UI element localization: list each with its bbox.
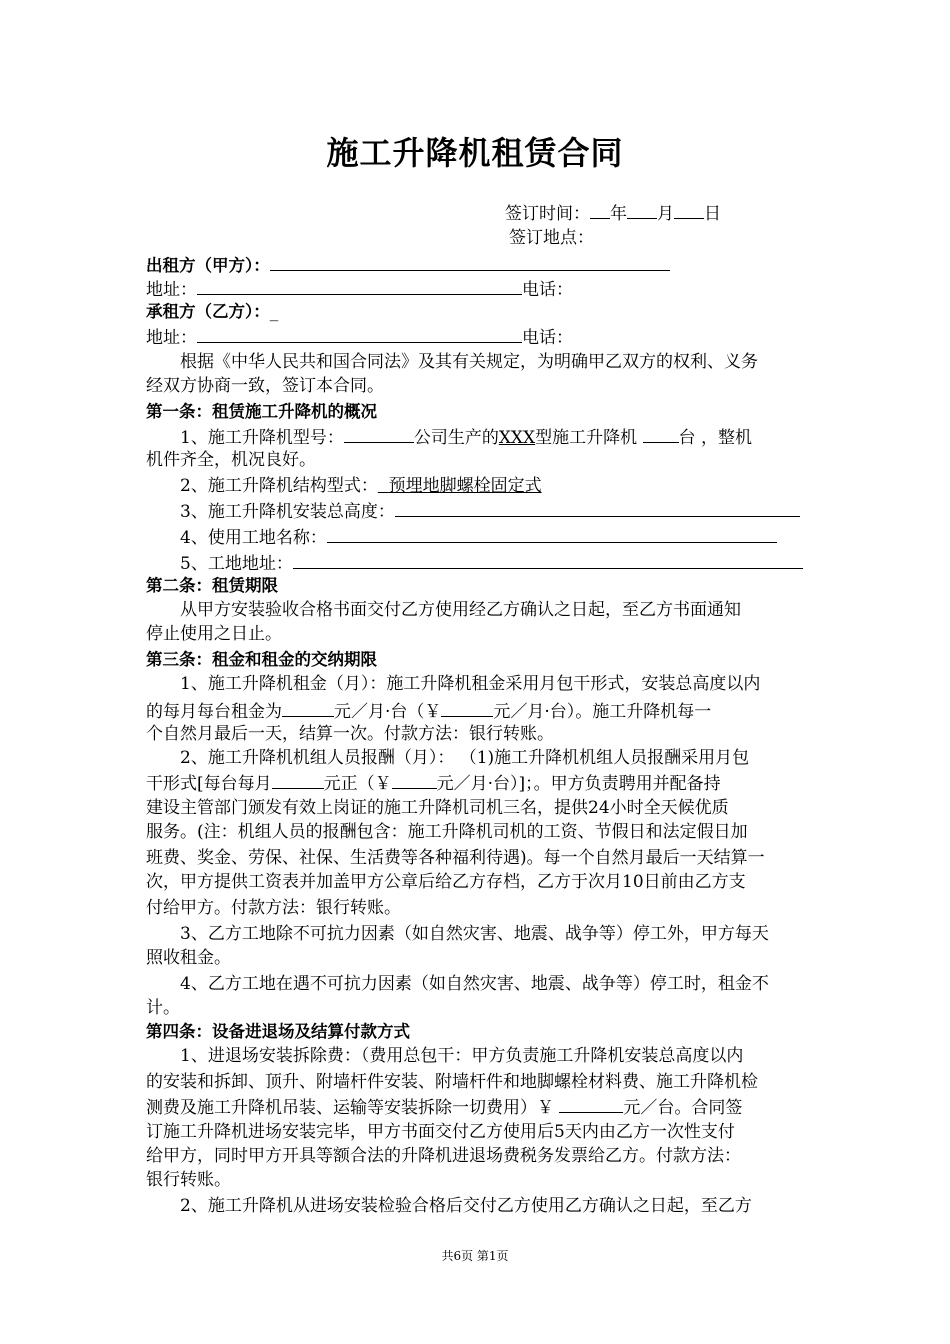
article-2-heading: 第二条：租赁期限 — [146, 576, 278, 595]
article-3-p2-line-2: 干形式[每台每月 元正（￥ 元／月·台）]；。甲方负责聘用并配备持 — [146, 770, 808, 796]
article-3-p4-line-2: 计。 — [146, 998, 180, 1018]
article-3-p2-line-3: 建设主管部门颁发有效上岗证的施工升降机司机三名，提供24小时全天候优质 — [146, 798, 729, 818]
article-3-p2-line-6: 次，甲方提供工资表并加盖甲方公章后给乙方存档，乙方于次月10日前由乙方支 — [146, 872, 746, 892]
article-3-p1-line-1: 1、施工升降机租金（月）：施工升降机租金采用月包干形式，安装总高度以内 — [180, 674, 761, 694]
page-title: 施工升降机租赁合同 — [326, 134, 624, 172]
article-1-item-1: 1、施工升降机型号： 公司生产的XXX型施工升降机 台 ，整机 — [180, 424, 808, 450]
article-4-p1-line-2: 的安装和拆卸、顶升、附墙杆件安装、附墙杆件和地脚螺栓材料费、施工升降机检 — [146, 1072, 758, 1092]
intro-line-1: 根据《中华人民共和国合同法》及其有关规定，为明确甲乙双方的权利、义务 — [180, 352, 758, 372]
article-3-p1-line-2: 的每月每台租金为 元／月·台（￥ 元／月·台）。施工升降机每一 — [146, 698, 808, 724]
lessor-address-line: 地址： 电话： — [146, 276, 808, 302]
article-4-p1-line-6: 银行转账。 — [146, 1170, 231, 1190]
article-4-p2-line-1: 2、施工升降机从进场安装检验合格后交付乙方使用乙方确认之日起，至乙方 — [180, 1196, 752, 1216]
article-3-p2-line-4: 服务。(注：机组人员的报酬包含：施工升降机司机的工资、节假日和法定假日加 — [146, 822, 748, 842]
article-4-p1-line-5: 给甲方，同时甲方开具等额合法的升降机进退场费税务发票给乙方。付款方法： — [146, 1146, 741, 1166]
article-4-p1-line-4: 订施工升降机进场安装完毕，甲方书面交付乙方使用后5天内由乙方一次性支付 — [146, 1122, 735, 1142]
sign-time-line: 签订时间： 年 月 日 — [505, 200, 805, 226]
article-2-line-1: 从甲方安装验收合格书面交付乙方使用经乙方确认之日起，至乙方书面通知 — [180, 600, 741, 620]
article-1-item-4: 4、使用工地名称： — [180, 524, 808, 550]
article-4-p1-line-3: 测费及施工升降机吊装、运输等安装拆除一切费用）￥ 元／台。合同签 — [146, 1094, 808, 1120]
article-3-p1-line-3: 个自然月最后一天，结算一次。付款方法：银行转账。 — [146, 724, 554, 744]
lessor-line: 出租方（甲方）： — [146, 252, 808, 278]
article-1-heading: 第一条：租赁施工升降机的概况 — [146, 402, 377, 421]
article-4-p1-line-1: 1、进退场安装拆除费：（费用总包干：甲方负责施工升降机安装总高度以内 — [180, 1046, 744, 1066]
article-3-p2-line-1: 2、施工升降机机组人员报酬（月）： （1)施工升降机机组人员报酬采用月包 — [180, 748, 750, 768]
article-3-p4-line-1: 4、乙方工地在遇不可抗力因素（如自然灾害、地震、战争等）停工时，租金不 — [180, 974, 769, 994]
article-3-p3-line-1: 3、乙方工地除不可抗力因素（如自然灾害、地震、战争等）停工外，甲方每天 — [180, 924, 769, 944]
article-2-line-2: 停止使用之日止。 — [146, 624, 282, 644]
lessee-address-line: 地址： 电话： — [146, 324, 808, 350]
article-3-heading: 第三条：租金和租金的交纳期限 — [146, 650, 377, 669]
article-3-p2-line-7: 付给甲方。付款方法：银行转账。 — [146, 898, 401, 918]
article-1-item-1-cont: 机件齐全，机况良好。 — [146, 450, 316, 470]
article-3-p3-line-2: 照收租金。 — [146, 948, 231, 968]
lessee-line: 承租方（乙方）：_ — [146, 302, 279, 322]
article-4-heading: 第四条：设备进退场及结算付款方式 — [146, 1022, 410, 1041]
article-1-item-5: 5、工地地址： — [180, 550, 808, 576]
article-3-p2-line-5: 班费、奖金、劳保、社保、生活费等各种福利待遇)。每一个自然月最后一天结算一 — [146, 848, 765, 868]
sign-place-line: 签订地点： — [509, 228, 594, 248]
article-1-item-2: 2、施工升降机结构型式： 预埋地脚螺栓固定式 — [180, 476, 542, 496]
intro-line-2: 经双方协商一致，签订本合同。 — [146, 376, 384, 396]
article-1-item-3: 3、施工升降机安装总高度： — [180, 498, 808, 524]
page-footer: 共6页 第1页 — [441, 1249, 509, 1263]
